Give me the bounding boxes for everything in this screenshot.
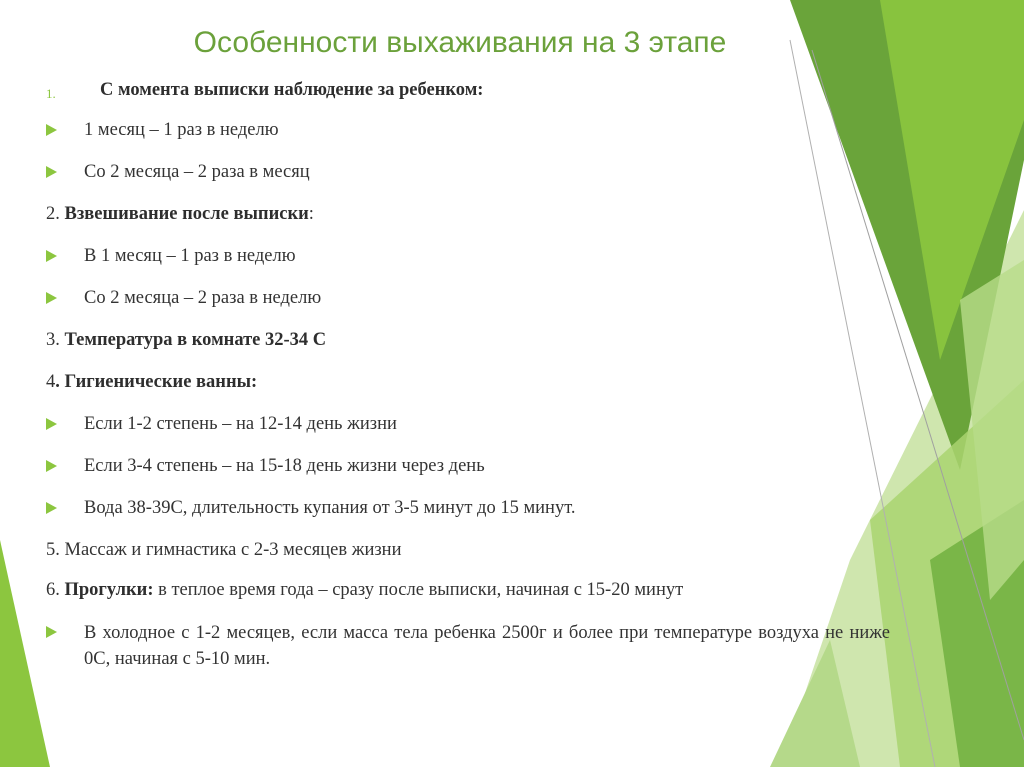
heading-temperature-number: 3. <box>46 330 65 350</box>
heading-weighing-number: 2. <box>46 204 65 224</box>
heading-walks <box>46 578 683 602</box>
bullet-4-text: Со 2 месяца – 2 раза в неделю <box>84 288 322 308</box>
bullet-6-text: Если 3-4 степень – на 15-18 день жизни через день <box>84 456 485 476</box>
heading-observation <box>100 78 483 102</box>
bullet-5-text: Если 1-2 степень – на 12-14 день жизни <box>84 414 397 434</box>
heading-walks-bold: Прогулки: <box>64 580 154 600</box>
heading-weighing-bold: Взвешивание после выписки <box>64 204 309 224</box>
bullet-arrow-icon <box>46 124 57 136</box>
bullet-2-text: Со 2 месяца – 2 раза в месяц <box>84 162 310 182</box>
page-title: Особенности выхаживания на 3 этапе <box>193 26 727 59</box>
bullet-3-text: В 1 месяц – 1 раз в неделю <box>84 246 296 266</box>
heading-temperature-bold: Температура в комнате 32-34 С <box>64 330 327 350</box>
heading-weighing <box>46 202 314 226</box>
bullet-arrow-icon <box>46 502 57 514</box>
heading-massage: 5. Массаж и гимнастика с 2-3 месяцев жизни <box>46 540 402 560</box>
heading-baths-bold: . Гигиенические ванны: <box>55 372 258 392</box>
heading-walks-rest: в теплое время года – сразу после выписки, начиная с 15-20 минут <box>153 580 684 600</box>
heading-walks-number: 6. <box>46 580 65 600</box>
left-edge-green <box>0 540 50 767</box>
heading-baths <box>46 370 257 394</box>
bullet-8-text: В холодное с 1-2 месяцев, если масса тела ребенка 2500г и более при температуре воздуха не ниже 0С, начиная с 5-10 мин. <box>84 623 890 669</box>
bullet-arrow-icon <box>46 292 57 304</box>
bullet-arrow-icon <box>46 250 57 262</box>
heading-weighing-colon: : <box>308 204 314 224</box>
bullet-arrow-icon <box>46 166 57 178</box>
item-number-1: 1. <box>46 86 56 101</box>
heading-temperature <box>46 328 326 352</box>
heading-baths-number: 4 <box>46 372 56 392</box>
heading-observation-text: С момента выписки наблюдение за ребенком: <box>100 80 484 100</box>
bullet-1-text: 1 месяц – 1 раз в неделю <box>84 120 279 140</box>
bullet-7-text: Вода 38-39С, длительность купания от 3-5 минут до 15 минут. <box>84 498 576 518</box>
bullet-arrow-icon <box>46 418 57 430</box>
bullet-arrow-icon <box>46 460 57 472</box>
bullet-arrow-icon <box>46 626 57 638</box>
